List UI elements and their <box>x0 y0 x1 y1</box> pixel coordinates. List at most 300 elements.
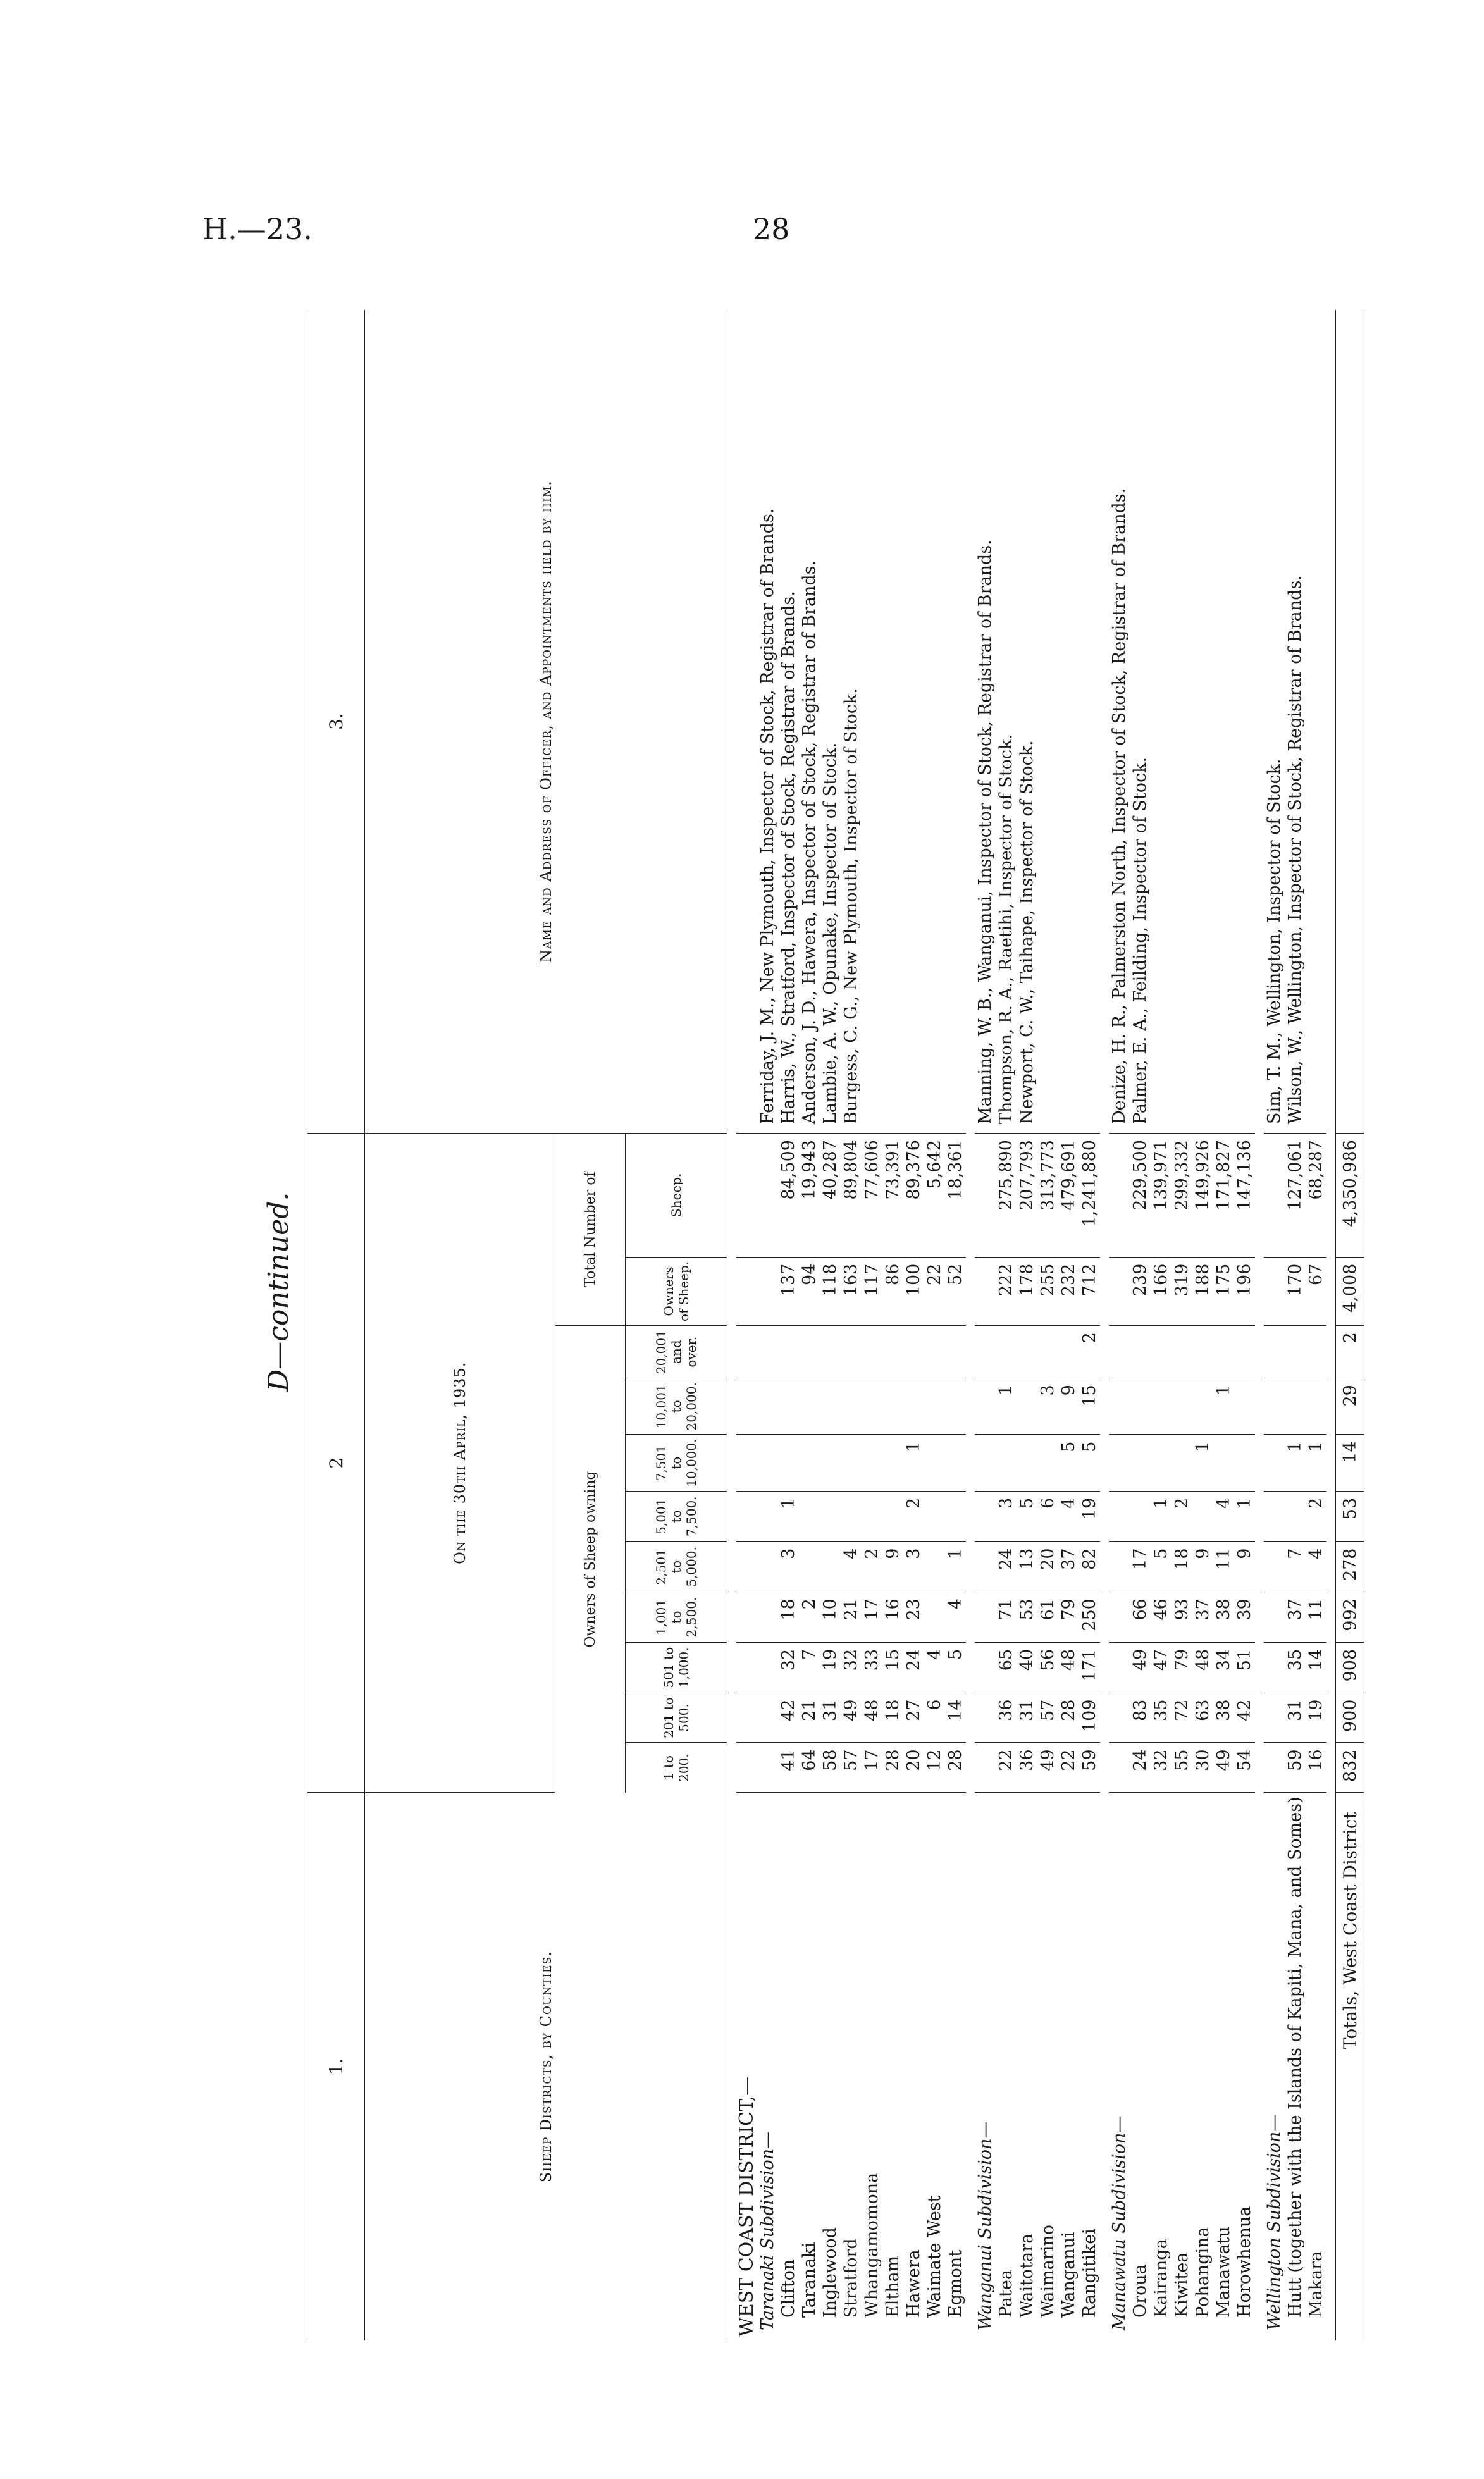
owner-count-cell: 37 <box>1285 1592 1306 1643</box>
col3-header: Name and Address of Officer, and Appointments held by him. <box>365 310 727 1134</box>
total-sheep-cell: 229,500 <box>1130 1134 1151 1258</box>
owner-count-cell: 49 <box>1213 1743 1234 1793</box>
owner-count-cell: 1 <box>1213 1378 1234 1435</box>
owner-count-cell <box>1213 1326 1234 1378</box>
total-count-cell: 53 <box>1336 1491 1364 1542</box>
subdivision-name: Taranaki Subdivision— <box>758 2131 777 2330</box>
owner-count-cell: 54 <box>1234 1743 1255 1793</box>
subdivision-name: Wanganui Subdivision— <box>975 2121 995 2330</box>
owner-count-cell: 12 <box>924 1743 945 1793</box>
col3-number: 3. <box>307 310 365 1134</box>
county-name: Inglewood <box>820 2227 840 2318</box>
owner-count-cell: 20 <box>1037 1542 1058 1592</box>
range-header: 7,501 to 10,000. <box>626 1435 727 1491</box>
owners-owning-header: Owners of Sheep owning <box>555 1326 626 1793</box>
total-count-cell: 832 <box>1336 1743 1364 1793</box>
owner-count-cell <box>1151 1326 1172 1378</box>
owner-count-cell <box>1130 1491 1151 1542</box>
owner-count-cell: 20 <box>903 1743 924 1793</box>
owner-count-cell <box>945 1326 966 1378</box>
owner-count-cell <box>799 1326 820 1378</box>
total-owners-cell: 255 <box>1037 1257 1058 1325</box>
total-sheep-cell: 1,241,880 <box>1079 1134 1100 1258</box>
range-header: 201 to 500. <box>626 1693 727 1743</box>
owner-count-cell: 14 <box>1306 1642 1326 1693</box>
owner-count-cell <box>841 1378 862 1435</box>
owner-count-cell: 5 <box>1151 1542 1172 1592</box>
total-owners-cell: 163 <box>841 1257 862 1325</box>
owner-count-cell: 36 <box>1017 1743 1037 1793</box>
total-owners-cell: 175 <box>1213 1257 1234 1325</box>
owner-count-cell: 30 <box>1192 1743 1213 1793</box>
owner-count-cell <box>1037 1435 1058 1491</box>
owner-count-cell <box>1017 1435 1037 1491</box>
owner-count-cell <box>862 1491 882 1542</box>
owner-count-cell <box>1306 1378 1326 1435</box>
total-count-cell: 278 <box>1336 1542 1364 1592</box>
owner-count-cell <box>945 1378 966 1435</box>
county-name: Pohangina <box>1193 2227 1213 2318</box>
officers-cell <box>975 310 1100 1134</box>
owner-count-cell: 15 <box>1079 1378 1100 1435</box>
owner-count-cell <box>799 1435 820 1491</box>
owner-count-cell: 28 <box>945 1743 966 1793</box>
total-sheep-cell: 139,971 <box>1151 1134 1172 1258</box>
owner-count-cell: 22 <box>996 1743 1017 1793</box>
officer-entry: Manning, W. B., Wanganui, Inspector of Stock, Registrar of Brands. <box>975 540 995 1125</box>
total-owners-cell: 118 <box>820 1257 841 1325</box>
county-name: Wanganui <box>1059 2232 1079 2318</box>
owner-count-cell: 1 <box>996 1378 1017 1435</box>
owner-count-cell: 1 <box>1151 1491 1172 1542</box>
sheep-districts-table <box>307 310 1364 2340</box>
total-sheep-cell: 479,691 <box>1058 1134 1079 1258</box>
owner-count-cell <box>1306 1326 1326 1378</box>
owner-count-cell <box>799 1542 820 1592</box>
owner-count-cell <box>799 1491 820 1542</box>
county-name: Manawatu <box>1214 2226 1234 2318</box>
total-sheep-cell: 73,391 <box>882 1134 903 1258</box>
officer-entry: Wilson, W., Wellington, Inspector of Stock, Registrar of Brands. <box>1285 575 1305 1125</box>
owner-count-cell: 22 <box>1058 1743 1079 1793</box>
owner-count-cell: 28 <box>1058 1693 1079 1743</box>
owner-count-cell <box>945 1491 966 1542</box>
owner-count-cell: 82 <box>1079 1542 1100 1592</box>
owner-count-cell: 65 <box>996 1642 1017 1693</box>
total-sheep-cell: 89,376 <box>903 1134 924 1258</box>
page-number: 28 <box>753 212 790 246</box>
owner-count-cell <box>1058 1326 1079 1378</box>
range-header: 501 to 1,000. <box>626 1642 727 1693</box>
owner-count-cell: 3 <box>1037 1378 1058 1435</box>
owner-count-cell: 4 <box>924 1642 945 1693</box>
total-owners-cell: 86 <box>882 1257 903 1325</box>
total-sheep-cell: 149,926 <box>1192 1134 1213 1258</box>
subdivision-row <box>975 310 996 2340</box>
owner-count-cell: 3 <box>996 1491 1017 1542</box>
owner-count-cell: 51 <box>1234 1642 1255 1693</box>
total-sheep-cell: 207,793 <box>1017 1134 1037 1258</box>
total-owners-cell: 319 <box>1172 1257 1192 1325</box>
table-title: D—continued. <box>263 1192 295 1392</box>
owner-count-cell <box>1130 1435 1151 1491</box>
owner-count-cell: 250 <box>1079 1592 1100 1643</box>
owner-count-cell: 109 <box>1079 1693 1100 1743</box>
col2-number: 2 <box>307 1134 365 1793</box>
owner-count-cell: 171 <box>1079 1642 1100 1693</box>
total-owners-cell: 170 <box>1285 1257 1306 1325</box>
owner-count-cell: 3 <box>903 1542 924 1592</box>
owner-count-cell: 18 <box>1172 1542 1192 1592</box>
county-name: Taranaki <box>800 2242 819 2318</box>
total-sheep-cell: 84,509 <box>778 1134 799 1258</box>
total-owners-cell: 166 <box>1151 1257 1172 1325</box>
owner-count-cell <box>1192 1491 1213 1542</box>
owner-count-cell: 47 <box>1151 1642 1172 1693</box>
owner-count-cell <box>882 1326 903 1378</box>
subdivision-row <box>757 310 778 2340</box>
owner-count-cell <box>882 1435 903 1491</box>
owner-count-cell: 4 <box>1306 1542 1326 1592</box>
owner-count-cell <box>1017 1326 1037 1378</box>
total-sheep-cell: 299,332 <box>1172 1134 1192 1258</box>
total-owners-cell: 232 <box>1058 1257 1079 1325</box>
subdivision-row <box>1264 310 1285 2340</box>
totals-label: Totals, West Coast District <box>1336 1793 1364 2340</box>
owner-count-cell: 24 <box>996 1542 1017 1592</box>
owners-header: Owners of Sheep. <box>626 1257 727 1325</box>
owner-count-cell: 61 <box>1037 1592 1058 1643</box>
county-name: Whangamomona <box>862 2172 882 2318</box>
total-sheep-cell: 127,061 <box>1285 1134 1306 1258</box>
owner-count-cell: 2 <box>1079 1326 1100 1378</box>
total-count-cell: 29 <box>1336 1378 1364 1435</box>
owner-count-cell: 49 <box>1037 1743 1058 1793</box>
owner-count-cell: 2 <box>1172 1491 1192 1542</box>
owner-count-cell <box>945 1435 966 1491</box>
owner-count-cell: 71 <box>996 1592 1017 1643</box>
grand-total-owners: 4,008 <box>1336 1257 1364 1325</box>
total-owners-cell: 52 <box>945 1257 966 1325</box>
county-name: Oroua <box>1130 2264 1150 2318</box>
owner-count-cell <box>996 1435 1017 1491</box>
total-owners-cell: 100 <box>903 1257 924 1325</box>
owner-count-cell <box>1285 1326 1306 1378</box>
owner-count-cell: 33 <box>862 1642 882 1693</box>
owner-count-cell <box>924 1326 945 1378</box>
owner-count-cell: 48 <box>1192 1642 1213 1693</box>
owner-count-cell: 5 <box>1017 1491 1037 1542</box>
owner-count-cell: 2 <box>903 1491 924 1542</box>
total-count-cell: 992 <box>1336 1592 1364 1643</box>
owner-count-cell: 31 <box>820 1693 841 1743</box>
owner-count-cell: 4 <box>945 1592 966 1643</box>
owner-count-cell: 58 <box>820 1743 841 1793</box>
owner-count-cell: 31 <box>1017 1693 1037 1743</box>
owner-count-cell: 32 <box>841 1642 862 1693</box>
total-owners-cell: 137 <box>778 1257 799 1325</box>
owner-count-cell: 2 <box>1306 1491 1326 1542</box>
owner-count-cell: 16 <box>882 1592 903 1643</box>
total-sheep-cell: 40,287 <box>820 1134 841 1258</box>
owner-count-cell: 1 <box>1306 1435 1326 1491</box>
owner-count-cell <box>1130 1378 1151 1435</box>
county-name: Kairanga <box>1151 2239 1171 2318</box>
sheep-header: Sheep. <box>626 1134 727 1258</box>
total-owners-cell: 188 <box>1192 1257 1213 1325</box>
owner-count-cell: 37 <box>1192 1592 1213 1643</box>
owner-count-cell: 36 <box>996 1693 1017 1743</box>
total-number-header: Total Number of <box>555 1134 626 1326</box>
owner-count-cell <box>1172 1435 1192 1491</box>
county-name: Hutt (together with the Islands of Kapiti, Mana, and Somes) <box>1285 1796 1305 2318</box>
range-header: 10,001 to 20,000. <box>626 1378 727 1435</box>
total-owners-cell: 94 <box>799 1257 820 1325</box>
total-sheep-cell: 18,361 <box>945 1134 966 1258</box>
owner-count-cell: 1 <box>1285 1435 1306 1491</box>
owner-count-cell: 48 <box>1058 1642 1079 1693</box>
owner-count-cell: 19 <box>1079 1491 1100 1542</box>
owner-count-cell <box>1234 1435 1255 1491</box>
owner-count-cell: 23 <box>903 1592 924 1643</box>
officer-entry: Thompson, R. A., Raetihi, Inspector of Stock. <box>996 734 1016 1125</box>
owner-count-cell: 42 <box>1234 1693 1255 1743</box>
totals-row <box>1336 310 1364 2340</box>
owner-count-cell <box>1037 1326 1058 1378</box>
officer-entry: Denize, H. R., Palmerston North, Inspector of Stock, Registrar of Brands. <box>1110 488 1129 1125</box>
owner-count-cell: 39 <box>1234 1592 1255 1643</box>
owner-count-cell: 32 <box>1151 1743 1172 1793</box>
owner-count-cell: 4 <box>841 1542 862 1592</box>
owner-count-cell <box>882 1491 903 1542</box>
owner-count-cell: 6 <box>924 1693 945 1743</box>
col2-header: On the 30th April, 1935. <box>365 1134 555 1793</box>
total-count-cell: 2 <box>1336 1326 1364 1378</box>
owner-count-cell: 11 <box>1213 1542 1234 1592</box>
owner-count-cell: 1 <box>1192 1435 1213 1491</box>
owner-count-cell <box>1192 1326 1213 1378</box>
owner-count-cell: 72 <box>1172 1693 1192 1743</box>
owner-count-cell: 17 <box>862 1592 882 1643</box>
owner-count-cell <box>820 1435 841 1491</box>
total-owners-cell: 117 <box>862 1257 882 1325</box>
county-name: Stratford <box>841 2238 861 2318</box>
owner-count-cell <box>924 1435 945 1491</box>
officers-cell <box>757 310 966 1134</box>
owner-count-cell: 9 <box>1234 1542 1255 1592</box>
officers-cell <box>1109 310 1255 1134</box>
owner-count-cell: 4 <box>1213 1491 1234 1542</box>
owner-count-cell: 9 <box>1058 1378 1079 1435</box>
owner-count-cell: 64 <box>799 1743 820 1793</box>
owner-count-cell <box>996 1326 1017 1378</box>
total-sheep-cell: 275,890 <box>996 1134 1017 1258</box>
county-name: Waimate West <box>925 2195 944 2318</box>
owner-count-cell <box>841 1491 862 1542</box>
county-name: Hawera <box>904 2249 924 2318</box>
owner-count-cell: 49 <box>841 1693 862 1743</box>
owner-count-cell: 34 <box>1213 1642 1234 1693</box>
owner-count-cell: 9 <box>1192 1542 1213 1592</box>
owner-count-cell: 42 <box>778 1693 799 1743</box>
officer-entry: Ferriday, J. M., New Plymouth, Inspector of Stock, Registrar of Brands. <box>758 508 777 1125</box>
total-count-cell: 900 <box>1336 1693 1364 1743</box>
owner-count-cell <box>841 1326 862 1378</box>
owner-count-cell <box>1017 1378 1037 1435</box>
owner-count-cell <box>1172 1326 1192 1378</box>
total-count-cell: 908 <box>1336 1642 1364 1693</box>
col1-number: 1. <box>307 1793 365 2340</box>
owner-count-cell: 93 <box>1172 1592 1192 1643</box>
owner-count-cell: 1 <box>945 1542 966 1592</box>
owner-count-cell: 4 <box>1058 1491 1079 1542</box>
owner-count-cell: 38 <box>1213 1693 1234 1743</box>
total-owners-cell: 22 <box>924 1257 945 1325</box>
table-body <box>727 310 1364 2340</box>
owner-count-cell <box>778 1435 799 1491</box>
owner-count-cell <box>1130 1326 1151 1378</box>
owner-count-cell: 32 <box>778 1642 799 1693</box>
rotated-table-page <box>256 310 1361 2340</box>
owner-count-cell: 9 <box>882 1542 903 1592</box>
owner-count-cell: 15 <box>882 1642 903 1693</box>
owner-count-cell: 40 <box>1017 1642 1037 1693</box>
owner-count-cell: 2 <box>799 1592 820 1643</box>
owner-count-cell: 66 <box>1130 1592 1151 1643</box>
officer-entry: Anderson, J. D., Hawera, Inspector of Stock, Registrar of Brands. <box>800 560 819 1125</box>
county-name: Patea <box>996 2270 1016 2318</box>
owner-count-cell: 11 <box>1306 1592 1326 1643</box>
grand-total-sheep: 4,350,986 <box>1336 1134 1364 1258</box>
officer-entry: Newport, C. W., Taihape, Inspector of Stock. <box>1017 740 1037 1125</box>
owner-count-cell <box>924 1378 945 1435</box>
owner-count-cell: 17 <box>862 1743 882 1793</box>
owner-count-cell <box>903 1326 924 1378</box>
owner-count-cell: 19 <box>820 1642 841 1693</box>
range-header: 20,001 and over. <box>626 1326 727 1378</box>
owner-count-cell: 63 <box>1192 1693 1213 1743</box>
owner-count-cell: 6 <box>1037 1491 1058 1542</box>
owner-count-cell <box>778 1378 799 1435</box>
officer-entry: Burgess, C. G., New Plymouth, Inspector of Stock. <box>841 688 861 1125</box>
county-name: Kiwitea <box>1172 2252 1192 2318</box>
officer-entry: Harris, W., Stratford, Inspector of Stock, Registrar of Brands. <box>779 591 798 1125</box>
county-name: Egmont <box>946 2249 965 2318</box>
owner-count-cell: 5 <box>1058 1435 1079 1491</box>
owner-count-cell: 17 <box>1130 1542 1151 1592</box>
owner-count-cell: 24 <box>1130 1743 1151 1793</box>
county-name: Eltham <box>883 2255 903 2318</box>
total-sheep-cell: 68,287 <box>1306 1134 1326 1258</box>
owner-count-cell: 59 <box>1079 1743 1100 1793</box>
owner-count-cell: 48 <box>862 1693 882 1743</box>
county-name: Horowhenua <box>1235 2206 1254 2318</box>
owner-count-cell: 35 <box>1285 1642 1306 1693</box>
total-sheep-cell: 313,773 <box>1037 1134 1058 1258</box>
county-name: Waitotara <box>1017 2233 1037 2318</box>
owner-count-cell: 5 <box>945 1642 966 1693</box>
owner-count-cell <box>820 1326 841 1378</box>
officer-entry: Palmer, E. A., Feilding, Inspector of Stock. <box>1130 757 1150 1125</box>
total-owners-cell: 239 <box>1130 1257 1151 1325</box>
range-header: 1,001 to 2,500. <box>626 1592 727 1643</box>
owner-count-cell <box>1285 1378 1306 1435</box>
owner-count-cell: 1 <box>903 1435 924 1491</box>
county-name: Clifton <box>779 2259 798 2318</box>
owner-count-cell: 1 <box>778 1491 799 1542</box>
page-reference: H.—23. <box>202 212 312 246</box>
owner-count-cell <box>841 1435 862 1491</box>
total-owners-cell: 67 <box>1306 1257 1326 1325</box>
owner-count-cell: 21 <box>799 1693 820 1743</box>
officer-entry: Lambie, A. W., Opunake, Inspector of Stock. <box>820 742 840 1125</box>
owner-count-cell <box>820 1542 841 1592</box>
total-sheep-cell: 171,827 <box>1213 1134 1234 1258</box>
owner-count-cell <box>1234 1378 1255 1435</box>
range-header: 2,501 to 5,000. <box>626 1542 727 1592</box>
owner-count-cell: 83 <box>1130 1693 1151 1743</box>
owner-count-cell: 19 <box>1306 1693 1326 1743</box>
owner-count-cell: 16 <box>1306 1743 1326 1793</box>
owner-count-cell <box>1192 1378 1213 1435</box>
owner-count-cell: 31 <box>1285 1693 1306 1743</box>
owner-count-cell: 28 <box>882 1743 903 1793</box>
owner-count-cell: 18 <box>778 1592 799 1643</box>
total-sheep-cell: 89,804 <box>841 1134 862 1258</box>
owner-count-cell: 53 <box>1017 1592 1037 1643</box>
owner-count-cell <box>862 1326 882 1378</box>
owner-count-cell: 24 <box>903 1642 924 1693</box>
owner-count-cell: 18 <box>882 1693 903 1743</box>
owner-count-cell <box>1234 1326 1255 1378</box>
total-sheep-cell: 147,136 <box>1234 1134 1255 1258</box>
owner-count-cell: 35 <box>1151 1693 1172 1743</box>
county-name: Waimarino <box>1038 2224 1058 2318</box>
owner-count-cell <box>924 1542 945 1592</box>
owner-count-cell <box>1151 1435 1172 1491</box>
owner-count-cell: 55 <box>1172 1743 1192 1793</box>
range-header: 1 to 200. <box>626 1743 727 1793</box>
owner-count-cell <box>799 1378 820 1435</box>
owner-count-cell <box>862 1435 882 1491</box>
county-name: Makara <box>1306 2251 1326 2318</box>
total-owners-cell: 712 <box>1079 1257 1100 1325</box>
total-sheep-cell: 19,943 <box>799 1134 820 1258</box>
owner-count-cell: 21 <box>841 1592 862 1643</box>
total-owners-cell: 178 <box>1017 1257 1037 1325</box>
owner-count-cell: 38 <box>1213 1592 1234 1643</box>
owner-count-cell: 10 <box>820 1592 841 1643</box>
county-name: Rangitikei <box>1080 2229 1099 2318</box>
owner-count-cell: 13 <box>1017 1542 1037 1592</box>
owner-count-cell: 46 <box>1151 1592 1172 1643</box>
owner-count-cell: 5 <box>1079 1435 1100 1491</box>
col1-header: Sheep Districts, by Counties. <box>365 1793 727 2340</box>
owner-count-cell <box>924 1491 945 1542</box>
owner-count-cell <box>1285 1491 1306 1542</box>
owner-count-cell <box>778 1326 799 1378</box>
owner-count-cell: 79 <box>1058 1592 1079 1643</box>
owner-count-cell: 2 <box>862 1542 882 1592</box>
total-owners-cell: 222 <box>996 1257 1017 1325</box>
owner-count-cell: 7 <box>1285 1542 1306 1592</box>
owner-count-cell <box>1213 1435 1234 1491</box>
owner-count-cell: 49 <box>1130 1642 1151 1693</box>
owner-count-cell: 3 <box>778 1542 799 1592</box>
total-sheep-cell: 77,606 <box>862 1134 882 1258</box>
officers-cell <box>1264 310 1326 1134</box>
owner-count-cell: 7 <box>799 1642 820 1693</box>
